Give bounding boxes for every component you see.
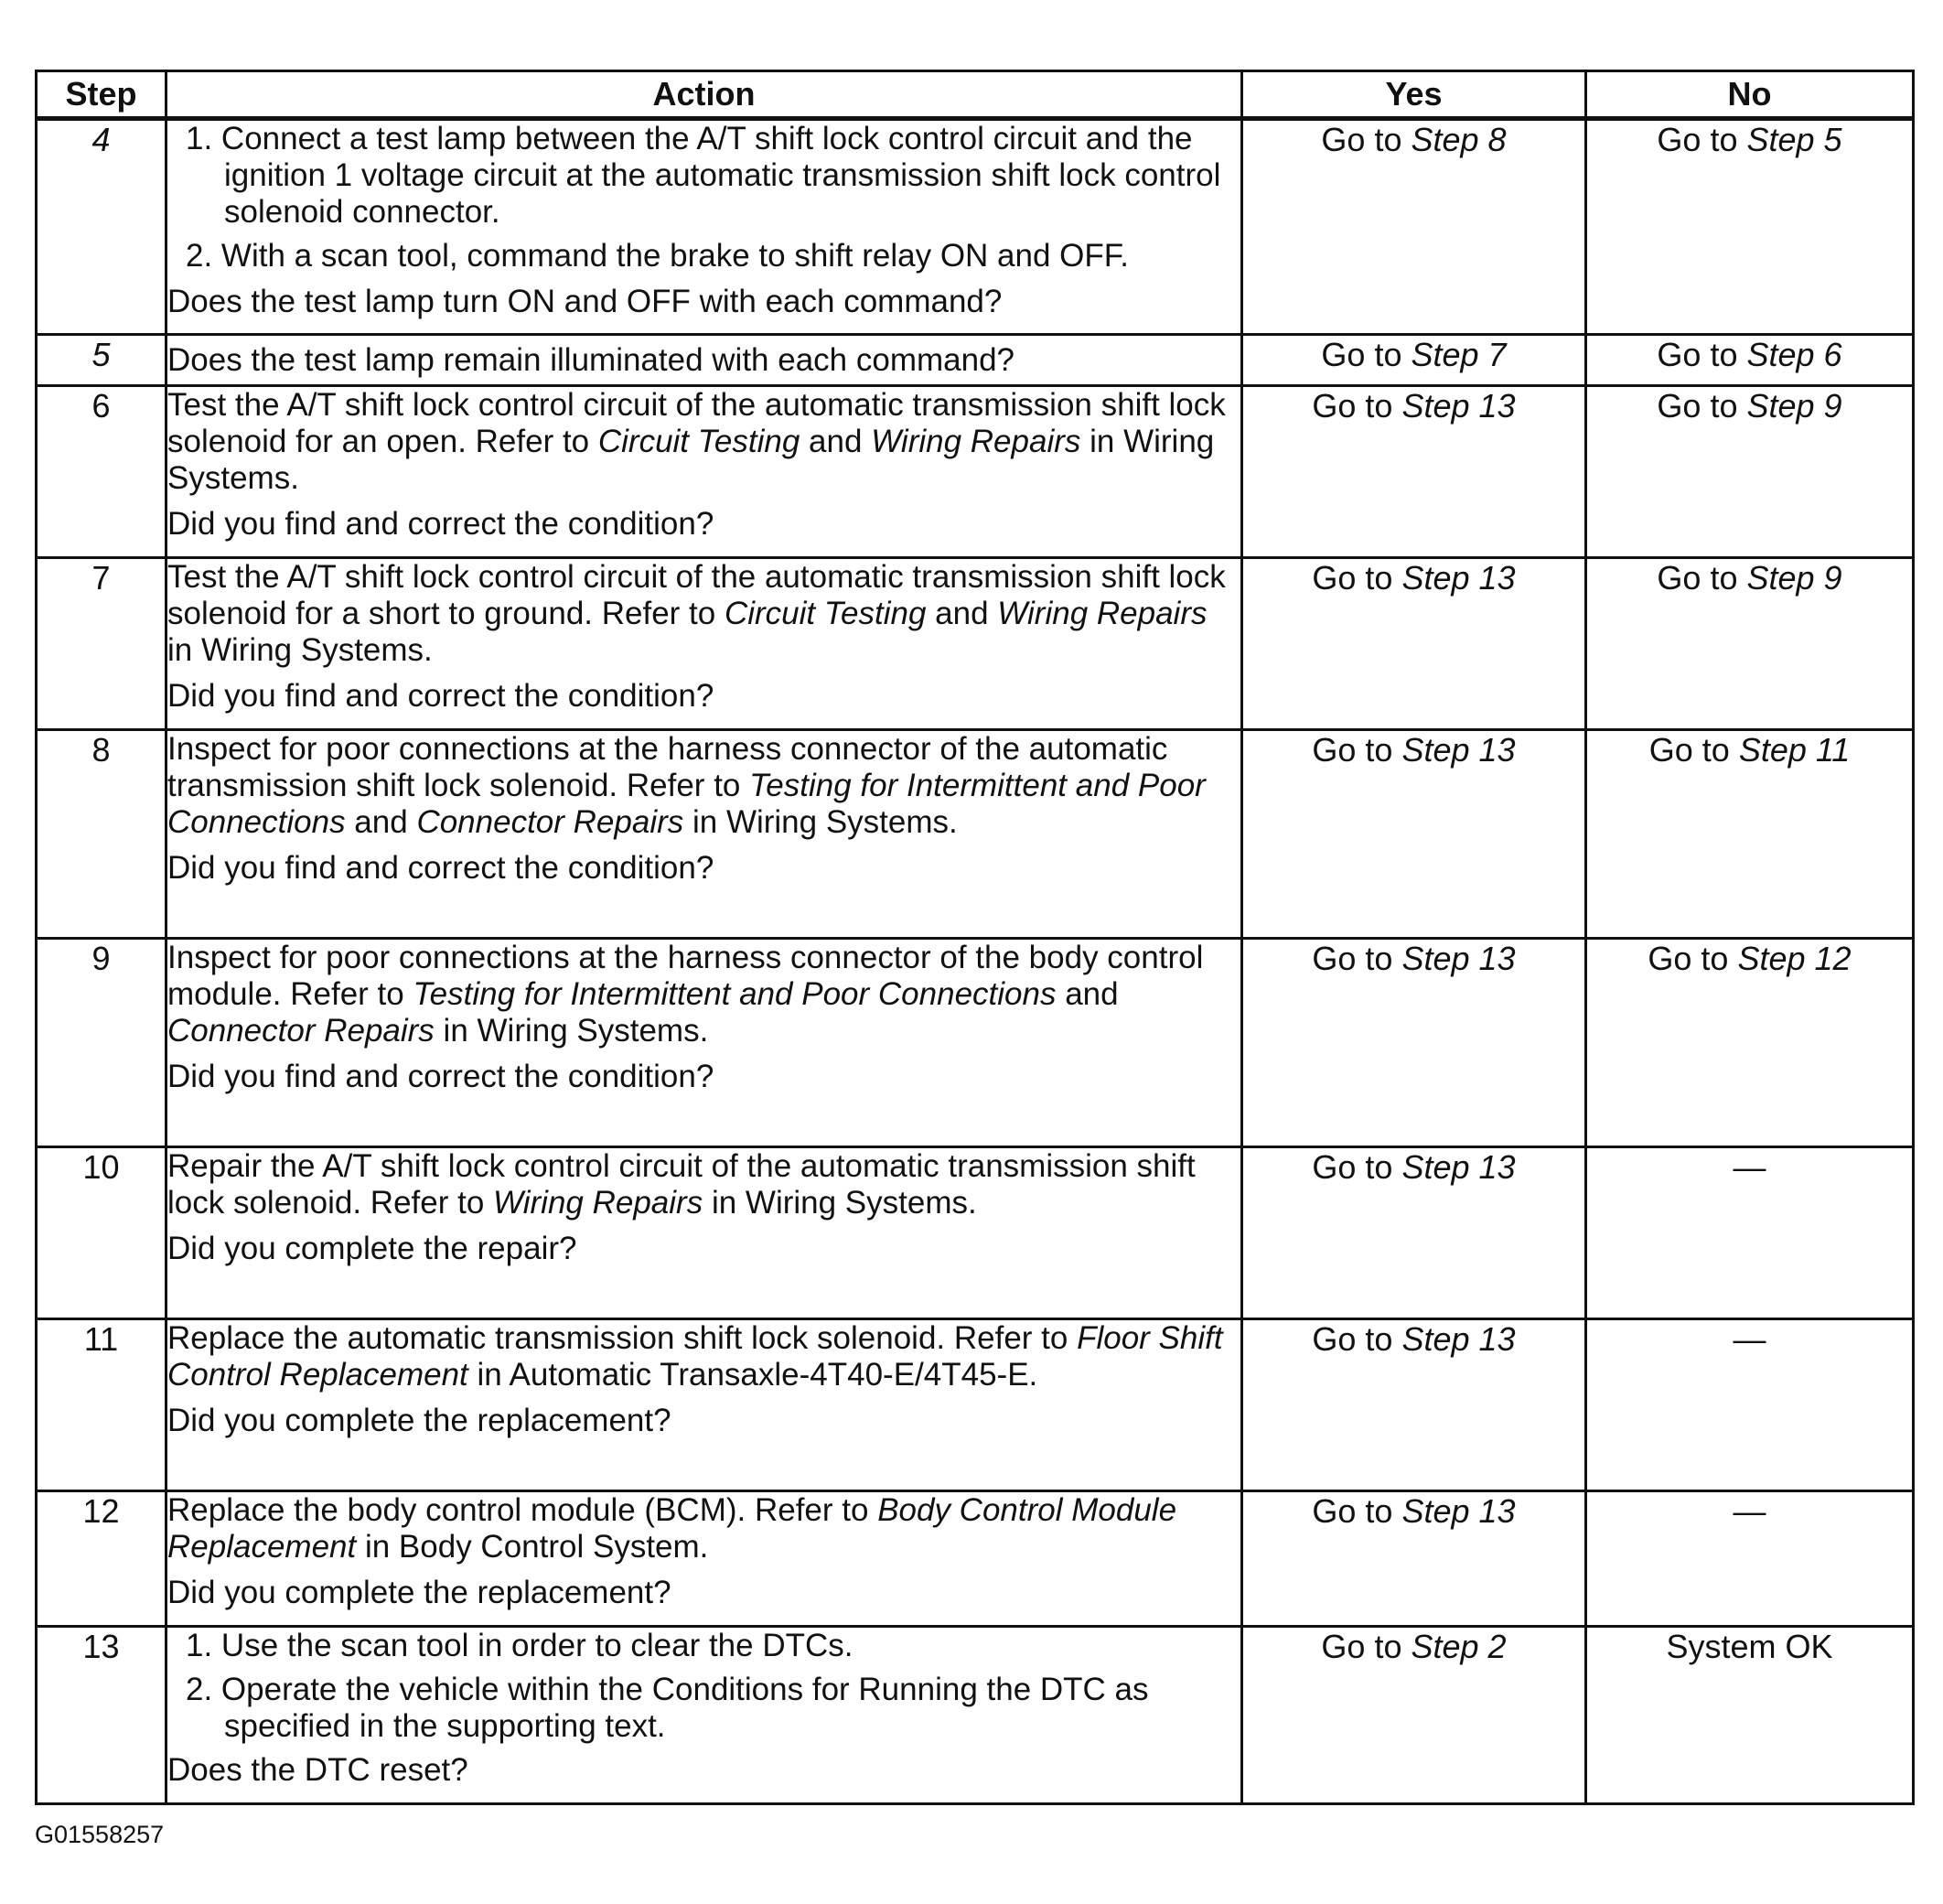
reference-link[interactable]: Testing for Intermittent and Poor Connections: [413, 976, 1057, 1012]
action-cell: Replace the body control module (BCM). Refer to Body Control Module Replacement in Body Control System. Did you complete the replacement?: [166, 1491, 1242, 1627]
step-link[interactable]: Step 13: [1401, 559, 1516, 597]
table-row: [37, 1319, 1914, 1491]
header-no: No: [1586, 71, 1914, 119]
action-item: 1. Connect a test lamp between the A/T shift lock control circuit and the ignition 1 voltage circuit at the automatic transmission shift lock control solenoid connector.: [186, 121, 1221, 230]
table-row: [37, 730, 1914, 939]
yes-cell: Go to Step 2: [1242, 1627, 1586, 1804]
reference-link[interactable]: Wiring Repairs: [493, 1185, 703, 1221]
question: Did you complete the replacement?: [167, 1403, 671, 1438]
action-cell: Inspect for poor connections at the harness connector of the automatic transmission shift lock solenoid. Refer to Testing for Intermittent and Poor Connections and Connector Repairs in Wiring Systems. Did you find and correct the condition?: [166, 730, 1242, 939]
yes-cell: Go to Step 13: [1242, 558, 1586, 730]
step-number: 11: [37, 1319, 166, 1491]
action-cell: [166, 1627, 1242, 1804]
step-link[interactable]: Step 11: [1738, 731, 1851, 769]
action-item: 1. Use the scan tool in order to clear the DTCs.: [186, 1628, 853, 1663]
table-row: [37, 558, 1914, 730]
no-cell: Go to Step 12: [1586, 939, 1914, 1147]
header-action: Action: [166, 71, 1242, 119]
step-link[interactable]: Step 13: [1401, 1492, 1516, 1530]
step-number: 7: [37, 558, 166, 730]
reference-link[interactable]: Circuit Testing: [597, 424, 800, 459]
table-row: [37, 335, 1914, 386]
step-number: 8: [37, 730, 166, 939]
yes-cell: Go to Step 13: [1242, 1147, 1586, 1319]
yes-cell: Go to Step 8: [1242, 119, 1586, 335]
no-cell: Go to Step 9: [1586, 386, 1914, 558]
step-link[interactable]: Step 8: [1411, 121, 1507, 158]
step-link[interactable]: Step 13: [1401, 731, 1516, 769]
question: Does the test lamp remain illuminated with each command?: [167, 341, 1014, 378]
table-row: [37, 1627, 1914, 1804]
no-cell: Go to Step 9: [1586, 558, 1914, 730]
step-link[interactable]: Step 2: [1411, 1628, 1507, 1665]
yes-cell: Go to Step 7: [1242, 335, 1586, 386]
table-row: [37, 386, 1914, 558]
no-cell: Go to Step 5: [1586, 119, 1914, 335]
step-number: 5: [37, 335, 166, 386]
reference-link[interactable]: Wiring Repairs: [997, 596, 1208, 631]
table-row: [37, 119, 1914, 335]
action-cell: [166, 335, 1242, 386]
header-row: [37, 71, 1914, 119]
reference-link[interactable]: Body Control Module Replacement: [167, 1492, 1177, 1565]
step-link[interactable]: Step 13: [1401, 940, 1516, 977]
question: Does the DTC reset?: [167, 1752, 468, 1788]
step-number: 9: [37, 939, 166, 1147]
step-number: 6: [37, 386, 166, 558]
no-cell: Go to Step 6: [1586, 335, 1914, 386]
step-number: 12: [37, 1491, 166, 1627]
step-link[interactable]: Step 6: [1746, 336, 1842, 373]
yes-cell: Go to Step 13: [1242, 386, 1586, 558]
header-step: Step: [37, 71, 166, 119]
table-row: [37, 1491, 1914, 1627]
no-cell: —: [1586, 1319, 1914, 1491]
header-yes: Yes: [1242, 71, 1586, 119]
step-link[interactable]: Step 7: [1411, 336, 1507, 373]
reference-link[interactable]: Wiring Repairs: [871, 424, 1081, 459]
step-number: 10: [37, 1147, 166, 1319]
action-item: 2. Operate the vehicle within the Conditions for Running the DTC as specified in the supporting text.: [186, 1672, 1149, 1744]
question: Did you find and correct the condition?: [167, 1059, 714, 1094]
yes-cell: Go to Step 13: [1242, 730, 1586, 939]
no-cell: —: [1586, 1147, 1914, 1319]
reference-link[interactable]: Floor Shift Control Replacement: [167, 1320, 1223, 1393]
reference-link[interactable]: Connector Repairs: [416, 804, 684, 840]
action-cell: Inspect for poor connections at the harness connector of the body control module. Refer to Testing for Intermittent and Poor Connections and Connector Repairs in Wiring Systems. Did you find and correct the condition?: [166, 939, 1242, 1147]
reference-link[interactable]: Connector Repairs: [167, 1013, 435, 1049]
question: Does the test lamp turn ON and OFF with each command?: [167, 284, 1003, 319]
action-cell: Repair the A/T shift lock control circuit of the automatic transmission shift lock solenoid. Refer to Wiring Repairs in Wiring Systems. Did you complete the repair?: [166, 1147, 1242, 1319]
no-cell: —: [1586, 1491, 1914, 1627]
table-row: [37, 1147, 1914, 1319]
action-cell: Test the A/T shift lock control circuit of the automatic transmission shift lock solenoid for a short to ground. Refer to Circuit Testing and Wiring Repairs in Wiring Systems. Did you find and correct the condition?: [166, 558, 1242, 730]
yes-cell: Go to Step 13: [1242, 1491, 1586, 1627]
question: Did you find and correct the condition?: [167, 506, 714, 542]
step-link[interactable]: Step 13: [1401, 387, 1516, 425]
action-cell: Test the A/T shift lock control circuit of the automatic transmission shift lock solenoid for an open. Refer to Circuit Testing and Wiring Repairs in Wiring Systems. Did you find and correct the condition?: [166, 386, 1242, 558]
reference-link[interactable]: Testing for Intermittent and Poor Connections: [167, 768, 1206, 840]
reference-link[interactable]: Circuit Testing: [724, 596, 927, 631]
yes-cell: Go to Step 13: [1242, 939, 1586, 1147]
figure-id: G01558257: [35, 1821, 165, 1848]
step-number: 13: [37, 1627, 166, 1804]
step-link[interactable]: Step 13: [1401, 1148, 1516, 1186]
diagnostic-table: [35, 70, 1915, 1805]
no-cell: Go to Step 11: [1586, 730, 1914, 939]
step-link[interactable]: Step 12: [1737, 940, 1852, 977]
question: Did you complete the replacement?: [167, 1575, 671, 1610]
yes-cell: Go to Step 13: [1242, 1319, 1586, 1491]
table-row: [37, 939, 1914, 1147]
action-item: 2. With a scan tool, command the brake to shift relay ON and OFF.: [186, 238, 1129, 274]
step-link[interactable]: Step 5: [1746, 121, 1842, 158]
step-link[interactable]: Step 13: [1401, 1320, 1516, 1358]
step-number: 4: [37, 119, 166, 335]
question: Did you complete the repair?: [167, 1231, 577, 1266]
action-cell: Replace the automatic transmission shift lock solenoid. Refer to Floor Shift Control Replacement in Automatic Transaxle-4T40-E/4T45-E. Did you complete the replacement?: [166, 1319, 1242, 1491]
no-cell: System OK: [1586, 1627, 1914, 1804]
action-cell: [166, 119, 1242, 335]
step-link[interactable]: Step 9: [1746, 387, 1842, 425]
question: Did you find and correct the condition?: [167, 850, 714, 886]
question: Did you find and correct the condition?: [167, 678, 714, 714]
step-link[interactable]: Step 9: [1746, 559, 1842, 597]
